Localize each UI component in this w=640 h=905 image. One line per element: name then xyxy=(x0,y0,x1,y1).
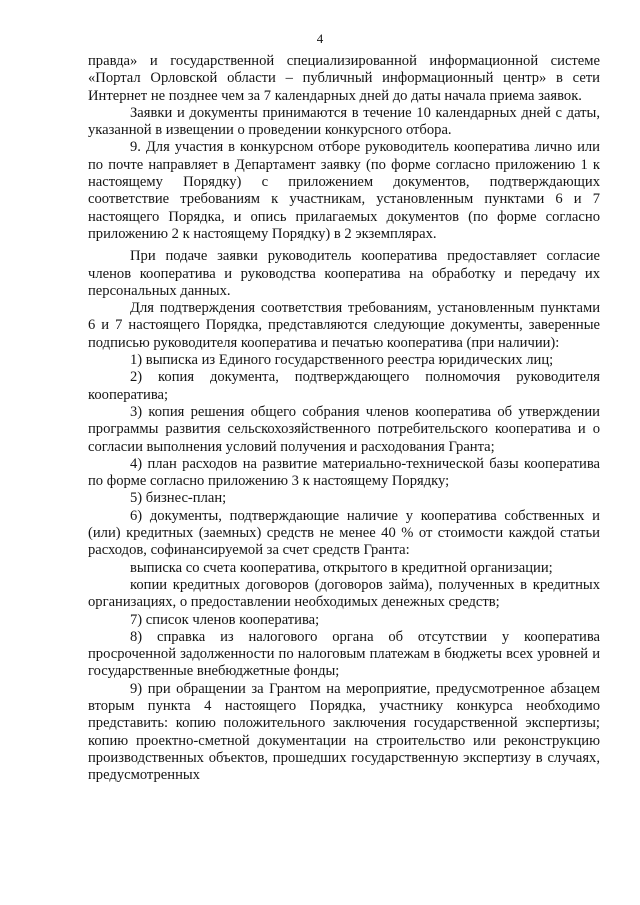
list-item-2-authority-document: 2) копия документа, подтверждающего полномочия руководителя кооператива; xyxy=(88,369,600,403)
list-item-8-tax-certificate: 8) справка из налогового органа об отсутствии у кооператива просроченной задолженности по налоговым платежам в бюджеты всех уровней и государственные внебюджетные фонды; xyxy=(88,628,600,680)
list-item-3-general-meeting-decision: 3) копия решения общего собрания членов кооператива об утверждении программы развития сельскохозяйственного потребительского кооператива и о согласии выполнения условий получения и расходования Гранта; xyxy=(88,403,600,455)
list-item-6-own-funds-documents: 6) документы, подтверждающие наличие у кооператива собственных и (или) кредитных (заемных) средств не менее 40 % от стоимости каждой статьи расходов, софинансируемой за счет средств Гранта: xyxy=(88,507,600,559)
list-subitem-loan-agreements: копии кредитных договоров (договоров займа), полученных в кредитных организациях, о предоставлении необходимых денежных средств; xyxy=(88,576,600,611)
paragraph-personal-data-consent: При подаче заявки руководитель кооператива предоставляет согласие членов кооператива и руководства кооператива на обработку и передачу их персональных данных. xyxy=(88,248,600,299)
list-item-1-egrul-extract: 1) выписка из Единого государственного реестра юридических лиц; xyxy=(130,352,554,369)
list-item-5-business-plan: 5) бизнес-план; xyxy=(130,490,227,507)
list-item-7-member-list: 7) список членов кооператива; xyxy=(130,611,320,628)
document-body xyxy=(88,53,600,784)
paragraph-announcement-continuation: правда» и государственной специализированной информационной системе «Портал Орловской области – публичный информационный центр» в сети Интернет не позднее чем за 7 календарных дней до даты начала приема заявок. xyxy=(88,53,600,104)
paragraph-required-documents-intro: Для подтверждения соответствия требованиям, установленным пунктами 6 и 7 настоящего Порядка, представляются следующие документы, заверенные подписью руководителя кооператива и печатью кооператива (при наличии): xyxy=(88,300,600,351)
paragraph-item-9-participation: 9. Для участия в конкурсном отборе руководитель кооператива лично или по почте направляет в Департамент заявку (по форме согласно приложению 1 к настоящему Порядку) с приложением документов, подтверждающих соответствие требованиям к участникам, установленным пунктами 6 и 7 настоящего Порядка, и опись прилагаемых документов (по форме согласно приложению 2 к настоящему Порядку) в 2 экземплярах. xyxy=(88,139,600,242)
list-item-4-expense-plan: 4) план расходов на развитие материально-технической базы кооператива по форме согласно приложению 3 к настоящему Порядку; xyxy=(88,455,600,490)
list-subitem-bank-statement: выписка со счета кооператива, открытого в кредитной организации; xyxy=(130,559,553,576)
paragraph-application-period: Заявки и документы принимаются в течение 10 календарных дней с даты, указанной в извещении о проведении конкурсного отбора. xyxy=(88,104,600,139)
list-item-9-state-expertise: 9) при обращении за Грантом на мероприятие, предусмотренное абзацем вторым пункта 4 настоящего Порядка, участнику конкурса необходимо представить: копию положительного заключения государственной экспертизы; копию проектно-сметной документации на строительство или реконструкцию производственных объектов, прошедших государственную экспертизу в случаях, предусмотренных xyxy=(88,680,600,784)
page-number: 4 xyxy=(316,31,324,46)
